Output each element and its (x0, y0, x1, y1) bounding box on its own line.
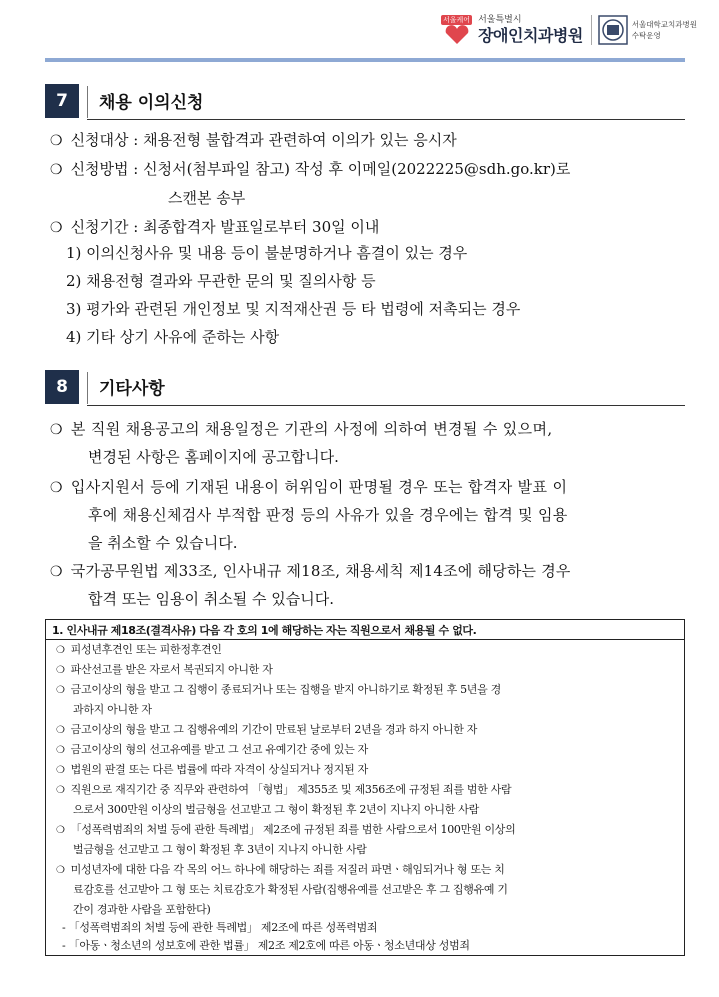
bullet-icon: ❍ (56, 725, 65, 736)
snu-label (632, 19, 697, 41)
bullet-icon: ❍ (56, 785, 65, 796)
bullet-icon: ❍ (50, 564, 63, 580)
sub-item: 3) 평가와 관련된 개인정보 및 지적재산권 등 타 법령에 저촉되는 경우 (66, 300, 521, 318)
section-7-heading (45, 84, 685, 120)
list-item: ❍ 국가공무원법 제33조, 인사내규 제18조, 채용세칙 제14조에 해당하는 경우 (50, 562, 571, 580)
section-title: 채용 이의신청 (99, 93, 204, 113)
hospital-name: 장애인치과병원 (478, 25, 583, 45)
list-item: ❍ 본 직원 채용공고의 채용일정은 기관의 사정에 의하여 변경될 수 있으며, (50, 420, 553, 438)
section-8-heading (45, 370, 685, 406)
bullet-icon: ❍ (50, 220, 63, 236)
snu-emblem-icon (598, 15, 628, 45)
sub-item: - 「아동ㆍ청소년의 성보호에 관한 법률」 제2조 제2호에 따른 아동ㆍ청소년대상 성범죄 (62, 939, 470, 952)
header (441, 10, 697, 50)
list-item-continued: 료감호를 선고받아 그 형 또는 치료감호가 확정된 사람(집행유예를 선고받은 후 그 집행유예 기 (73, 883, 508, 896)
list-item: ❍ 직원으로 재직기간 중 직무와 관련하여 「형법」 제355조 및 제356조에 규정된 죄를 범한 사람 (56, 783, 512, 796)
bullet-icon: ❍ (50, 162, 63, 178)
bullet-icon: ❍ (56, 685, 65, 696)
list-item: ❍ 신청방법 : 신청서(첨부파일 참고) 작성 후 이메일(2022225@sdh.go.kr)로 (50, 160, 571, 178)
bullet-icon: ❍ (50, 480, 63, 496)
heart-icon (444, 25, 470, 45)
list-item: ❍ 금고이상의 형의 선고유예를 받고 그 선고 유예기간 중에 있는 자 (56, 743, 368, 756)
section-number: 8 (45, 370, 79, 404)
list-item: ❍ 금고이상의 형을 받고 그 집행이 종료되거나 또는 집행을 받지 아니하기로 확정된 후 5년을 경 (56, 683, 501, 696)
section-title: 기타사항 (99, 379, 165, 399)
snu-line2: 수탁운영 (631, 31, 661, 40)
bullet-icon: ❍ (50, 133, 63, 149)
list-item-continued: 을 취소할 수 있습니다. (88, 534, 238, 552)
list-item: ❍ 신청대상 : 채용전형 불합격과 관련하여 이의가 있는 응시자 (50, 131, 457, 149)
list-item: ❍ 「성폭력범죄의 처벌 등에 관한 특례법」 제2조에 규정된 죄를 범한 사람으로서 100만원 이상의 (56, 823, 516, 836)
sub-item: 4) 기타 상기 사유에 준하는 사항 (66, 328, 280, 346)
list-item: ❍ 파산선고를 받은 자로서 복권되지 아니한 자 (56, 663, 273, 676)
bullet-icon: ❍ (50, 422, 63, 438)
sub-item: 1) 이의신청사유 및 내용 등이 불분명하거나 흠결이 있는 경우 (66, 244, 468, 262)
list-item: ❍ 미성년자에 대한 다음 각 목의 어느 하나에 해당하는 죄를 저질러 파면ㆍ해임되거나 형 또는 치 (56, 863, 505, 876)
list-item-continued: 변경된 사항은 홈페이지에 공고합니다. (88, 448, 339, 466)
list-item: ❍ 금고이상의 형을 받고 그 집행유예의 기간이 만료된 날로부터 2년을 경과 하지 아니한 자 (56, 723, 478, 736)
section-divider (87, 86, 88, 118)
list-item: ❍ 법원의 판결 또는 다른 법률에 따라 자격이 상실되거나 정지된 자 (56, 763, 368, 776)
bullet-icon: ❍ (56, 865, 65, 876)
bullet-icon: ❍ (56, 765, 65, 776)
list-item: ❍ 신청기간 : 최종합격자 발표일로부터 30일 이내 (50, 218, 380, 236)
section-number: 7 (45, 84, 79, 118)
disqualification-box (45, 619, 685, 956)
seoulcare-label: 서울케어 (443, 16, 471, 24)
section-divider (87, 372, 88, 404)
list-item-continued: 간이 경과한 사람을 포함한다) (73, 903, 211, 916)
bullet-icon: ❍ (56, 745, 65, 756)
sub-item: 2) 채용전형 결과와 무관한 문의 및 질의사항 등 (66, 272, 376, 290)
list-item: ❍ 피성년후견인 또는 피한정후견인 (56, 643, 222, 656)
list-item-continued: 벌금형을 선고받고 그 형이 확정된 후 3년이 지나지 아니한 사람 (73, 843, 367, 856)
snu-line1: 서울대학교치과병원 (631, 20, 697, 29)
box-title: 1. 인사내규 제18조(결격사유) 다음 각 호의 1에 해당하는 자는 직원으로서 채용될 수 없다. (52, 624, 477, 637)
hospital-title (478, 15, 583, 46)
seoulcare-logo (441, 15, 472, 45)
sub-item: - 「성폭력범죄의 처벌 등에 관한 특례법」 제2조에 따른 성폭력범죄 (62, 921, 378, 934)
hospital-top-label: 서울특별시 (478, 14, 522, 25)
section-underline (87, 405, 685, 406)
list-item-continued: 과하지 아니한 자 (73, 703, 152, 716)
bullet-icon: ❍ (56, 825, 65, 836)
bullet-icon: ❍ (56, 665, 65, 676)
list-item: ❍ 입사지원서 등에 기재된 내용이 허위임이 판명될 경우 또는 합격자 발표 이 (50, 478, 568, 496)
list-item-continued: 으로서 300만원 이상의 벌금형을 선고받고 그 형이 확정된 후 2년이 지나지 아니한 사람 (73, 803, 479, 816)
header-accent-line (45, 58, 685, 62)
bullet-icon: ❍ (56, 645, 65, 656)
list-item-continued: 합격 또는 임용이 취소될 수 있습니다. (88, 590, 334, 608)
list-item-continued: 스캔본 송부 (168, 189, 246, 207)
list-item-continued: 후에 채용신체검사 부적합 판정 등의 사유가 있을 경우에는 합격 및 임용 (88, 506, 568, 524)
section-underline (87, 119, 685, 120)
header-divider (591, 15, 592, 45)
